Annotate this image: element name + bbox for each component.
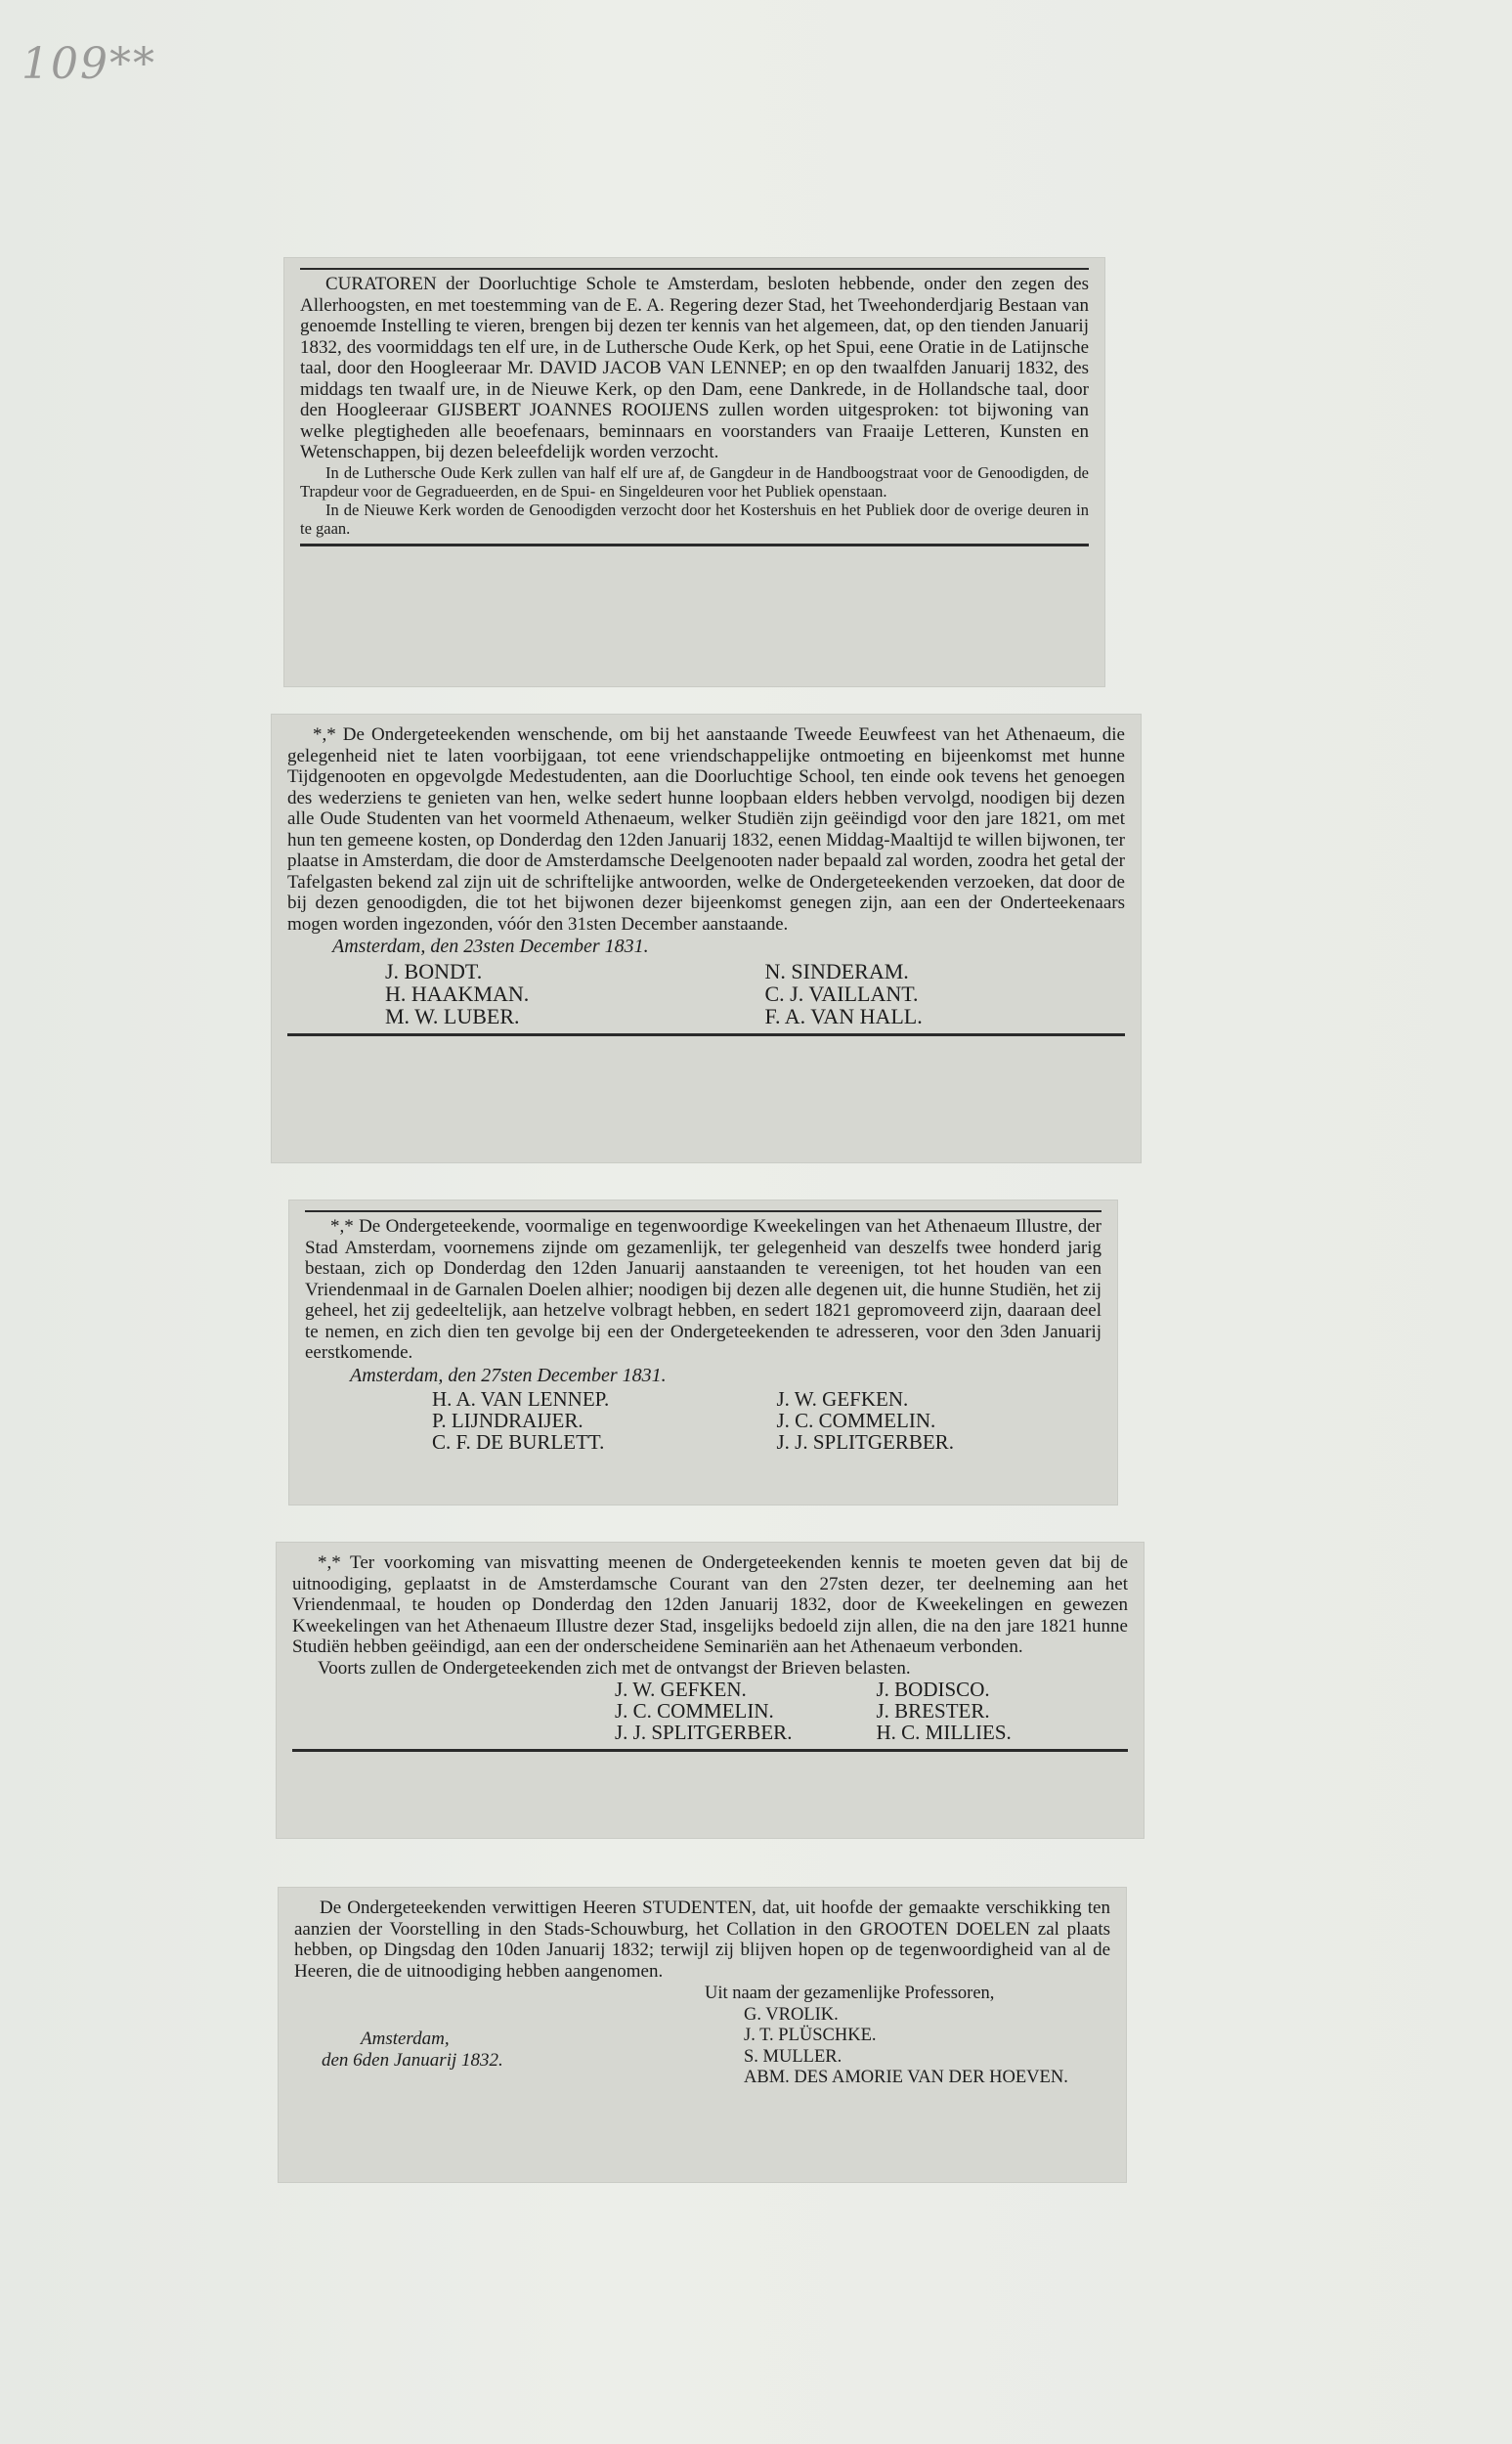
closing-phrase: Uit naam der gezamenlijke Professoren, — [705, 1984, 995, 2003]
bottom-rule — [287, 1033, 1125, 1036]
signatory: C. J. VAILLANT. — [764, 981, 919, 1006]
announcement-text: *,* De Ondergeteekende, voormalige en tegenwoordige Kweekelingen van het Athenaeum Illustre, der Stad Amsterdam, voornemens zijnde om gezamenlijk, ter gelegenheid van deszelfs twee honderd jarig bestaan, zich op Donderdag den 12den Januarij aanstaanden te vereenigen, tot het houden van een Vriendenmaal in de Garnalen Doelen alhier; noodigen bij dezen alle degenen uit, die hunne Studiën, het zij geheel, het zij gedeeltelijk, aan hetzelve volbragt hebben, en sedert 1821 gepromoveerd zijn, daaraan deel te nemen, en zich dien ten gevolge bij een der Ondergeteekenden te adresseren, voor den 3den Januarij eerstkomende. — [305, 1216, 1102, 1363]
dateline: Amsterdam, den 23sten December 1831. — [332, 936, 649, 957]
signatory: H. HAAKMAN. — [385, 981, 530, 1006]
date: den 6den Januarij 1832. — [322, 2050, 503, 2071]
bottom-rule — [300, 544, 1089, 546]
clipping-oude-studenten — [272, 715, 1141, 1162]
signatory: P. LIJNDRAIJER. — [432, 1409, 583, 1432]
signatory: J. J. SPLITGERBER. — [615, 1721, 793, 1744]
announcement-text: *,* Ter voorkoming van misvatting meenen de Ondergeteekenden kennis te moeten geven dat bij de uitnoodiging, geplaatst in de Amsterdamsche Courant van den 27sten dezer, ter deelneming aan het Vriendenmaal, te houden op Donderdag den 12den Januarij 1832, door de Kweekelingen en gewezen Kweekelingen van het Athenaeum Illustre dezer Stad, insgelijks bedoeld zijn allen, die na den jare 1821 hunne Studiën hebben geëindigd, aan een der onderscheidene Seminariën aan het Athenaeum verbonden. — [292, 1552, 1128, 1657]
pencil-annotation: 109** — [22, 39, 156, 89]
signatory: J. C. COMMELIN. — [615, 1699, 774, 1723]
signatory-list — [287, 960, 1125, 1027]
signatory: J. W. GEFKEN. — [776, 1387, 909, 1411]
bottom-rule — [292, 1749, 1128, 1752]
signatory: S. MULLER. — [744, 2046, 842, 2067]
signatory: ABM. DES AMORIE VAN DER HOEVEN. — [744, 2068, 1068, 2087]
signatory: M. W. LUBER. — [385, 1003, 520, 1028]
signatory: J. BODISCO. — [876, 1678, 990, 1701]
announcement-text: CURATOREN der Doorluchtige Schole te Amsterdam, besloten hebbende, onder den zegen des Allerhoogsten, en met toestemming van de E. A. Regering dezer Stad, het Tweehonderdjarig Bestaan van genoemde Instelling te vieren, brengen bij dezen ter kennis van het algemeen, dat, op den tienden Januarij 1832, des voormiddags ten elf ure, in de Luthersche Oude Kerk, op het Spui, eene Oratie in de Latijnsche taal, door den Hoogleeraar Mr. DAVID JACOB VAN LENNEP; en op den twaalfden Januarij 1832, des middags ten twaalf ure, in de Nieuwe Kerk, op den Dam, eene Dankrede, in de Hollandsche taal, door den Hoogleeraar GIJSBERT JOANNES ROOIJENS zullen worden uitgesproken: tot bijwoning van welke plegtigheden alle beoefenaars, beminnaars en voorstanders van Fraaije Letteren, Kunsten en Wetenschappen, bij dezen beleefdelijk worden verzocht. — [300, 274, 1089, 462]
signatory: J. C. COMMELIN. — [776, 1409, 936, 1432]
place: Amsterdam, — [361, 2029, 450, 2049]
signatory-list — [292, 1679, 1128, 1743]
clipping-studenten-collation — [279, 1888, 1126, 2182]
signatory: J. J. SPLITGERBER. — [776, 1430, 954, 1454]
top-rule — [305, 1210, 1102, 1212]
clipping-curatoren — [284, 258, 1104, 686]
signatory: F. A. VAN HALL. — [764, 1003, 923, 1028]
top-rule — [300, 268, 1089, 270]
announcement-note: In de Luthersche Oude Kerk zullen van half elf ure af, de Gangdeur in de Handboogstraat voor de Genoodigden, de Trapdeur voor de Gegradueerden, en de Spui- en Singeldeuren voor het Publiek openstaan. — [300, 462, 1089, 501]
signatory-list — [305, 1388, 1102, 1453]
announcement-text: De Ondergeteekenden verwittigen Heeren STUDENTEN, dat, uit hoofde der gemaakte verschikking ten aanzien der Voorstelling in den Stads-Schouwburg, het Collation in den GROOTEN DOELEN zal plaats hebben, op Dingsdag den 10den Januarij 1832; terwijl zij blijven hopen op de tegenwoordigheid van al de Heeren, die de uitnoodiging hebben aangenomen. — [294, 1898, 1110, 1982]
signatory: H. A. VAN LENNEP. — [432, 1387, 610, 1411]
signatory: J. BRESTER. — [876, 1699, 990, 1723]
signatory: J. BONDT. — [385, 958, 483, 983]
signatory: J. T. PLÜSCHKE. — [744, 2026, 877, 2045]
signatory: C. F. DE BURLETT. — [432, 1430, 605, 1454]
clipping-misvatting — [277, 1543, 1144, 1838]
signatory: G. VROLIK. — [744, 2004, 839, 2025]
signatory: N. SINDERAM. — [764, 958, 909, 983]
signature-block — [646, 1984, 1110, 2089]
announcement-note: In de Nieuwe Kerk worden de Genoodigden verzocht door het Kostershuis en het Publiek door de overige deuren in te gaan. — [300, 500, 1089, 538]
announcement-text: Voorts zullen de Ondergeteekenden zich met de ontvangst der Brieven belasten. — [318, 1657, 911, 1679]
signatory: J. W. GEFKEN. — [615, 1678, 747, 1701]
signatory: H. C. MILLIES. — [876, 1721, 1012, 1744]
place-date — [294, 1984, 646, 2089]
clipping-kweekelingen — [289, 1200, 1117, 1505]
closing-block — [294, 1984, 1110, 2089]
dateline: Amsterdam, den 27sten December 1831. — [350, 1364, 667, 1386]
announcement-text: *,* De Ondergeteekenden wenschende, om bij het aanstaande Tweede Eeuwfeest van het Athenaeum, die gelegenheid niet te laten voorbijgaan, tot eene vriendschappelijke ontmoeting en bijeenkomst met hunne Tijdgenooten en opgevolgde Medestudenten, aan die Doorluchtige School, ten einde ook tevens het genoegen des wederziens te genieten van hen, welke sedert hunne loopbaan elders hebben vervolgd, noodigen bij dezen alle Oude Studenten van het voormeld Athenaeum, welker Studiën zijn geëindigd voor den jare 1821, om met hun ten gemeene kosten, op Donderdag den 12den Januarij 1832, eenen Middag-Maaltijd te willen bijwonen, ter plaatse in Amsterdam, die door de Amsterdamsche Deelgenooten nader bepaald zal worden, zoodra het getal der Tafelgasten bekend zal zijn uit de schriftelijke antwoorden, welke de Ondergeteekenden verzoeken, dat door de bij dezen genoodigden, die tot het bijwonen dezer bijeenkomst genegen zijn, aan een der Onderteekenaars mogen worden ingezonden, vóór den 31sten December aanstaande. — [287, 724, 1125, 935]
